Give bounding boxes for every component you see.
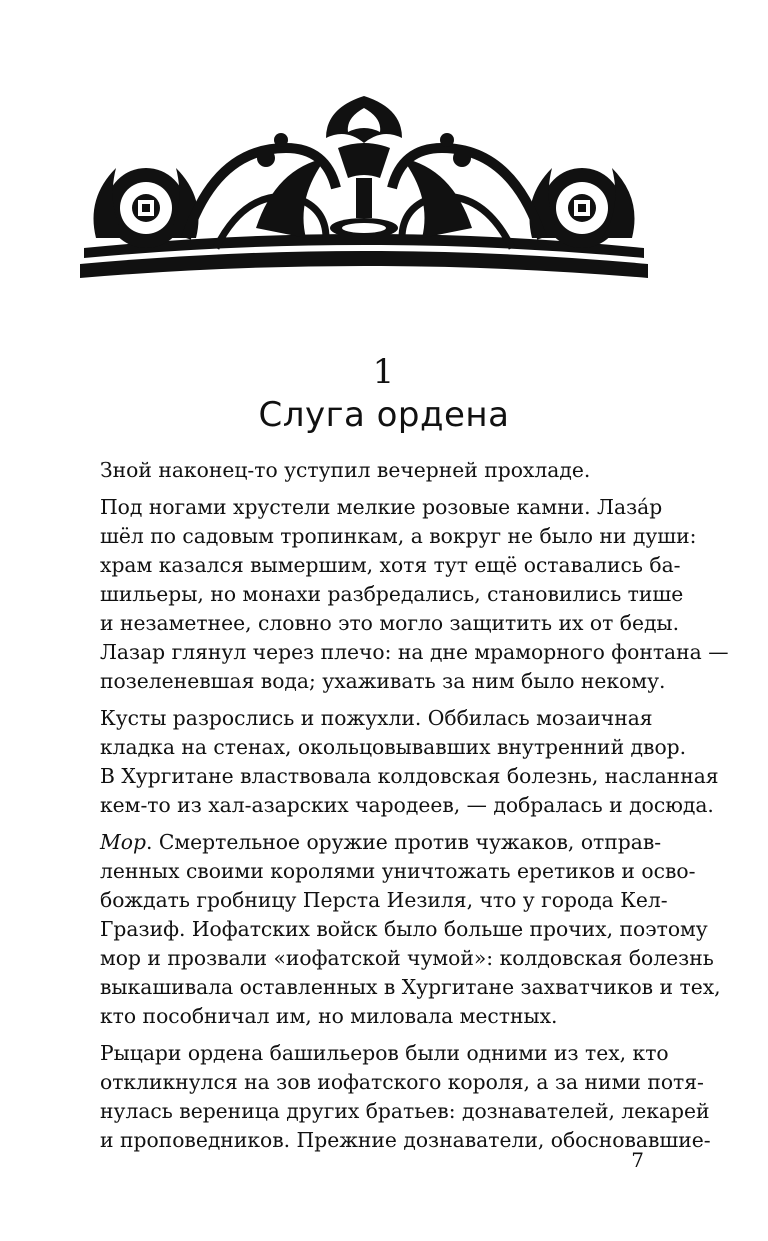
- text-line: кем-то из хал-азарских чародеев, — добралась и досюда.: [100, 793, 714, 817]
- paragraph-3: [100, 704, 719, 820]
- text-line: Кусты разрослись и пожухли. Оббилась мозаичная: [100, 706, 653, 730]
- text-line: Рыцари ордена башильеров были одними из тех, кто: [100, 1041, 669, 1065]
- paragraph-5: [100, 1039, 711, 1155]
- text-line: Гразиф. Иофатских войск было больше прочих, поэтому: [100, 917, 708, 941]
- body-text: [100, 456, 729, 1163]
- text-line: В Хургитане властвовала колдовская болезнь, насланная: [100, 764, 719, 788]
- text-line: ленных своими королями уничтожать еретиков и осво-: [100, 859, 696, 883]
- text-line: откликнулся на зов иофатского короля, а за ними потя-: [100, 1070, 704, 1094]
- paragraph-1: [100, 456, 652, 485]
- text-line: Под ногами хрустели мелкие розовые камни. Лаза́р: [100, 495, 663, 519]
- text-line: и незаметнее, словно это могло защитить их от беды.: [100, 611, 680, 635]
- text-line: кладка на стенах, окольцовывавших внутренний двор.: [100, 735, 687, 759]
- text-line: нулась вереница других братьев: дознавателей, лекарей: [100, 1099, 710, 1123]
- text-line: Лазар глянул через плечо: на дне мраморного фонтана —: [100, 640, 729, 664]
- chapter-title: Слуга ордена: [258, 395, 510, 435]
- text-line: выкашивала оставленных в Хургитане захватчиков и тех,: [100, 975, 721, 999]
- text-line: кто пособничал им, но миловала местных.: [100, 1004, 558, 1028]
- paragraph-4: [100, 828, 721, 1031]
- text-line: позеленевшая вода; ухаживать за ним было некому.: [100, 669, 666, 693]
- text-line: Зной наконец-то уступил вечерней прохладе.: [100, 458, 591, 482]
- page-number: 7: [631, 1148, 644, 1172]
- text-line: храм казался вымершим, хотя тут ещё оставались ба-: [100, 553, 681, 577]
- text-line: [100, 828, 662, 857]
- ornament-header: [76, 88, 652, 284]
- text-span: . Смертельное оружие против чужаков, отправ-: [145, 830, 662, 854]
- central-crown-icon: [326, 96, 402, 244]
- italic-word: Мор: [100, 830, 146, 854]
- text-line: мор и прозвали «иофатской чумой»: колдовская болезнь: [100, 946, 714, 970]
- chapter-number: 1: [372, 352, 396, 392]
- text-line: бождать гробницу Перста Иезиля, что у города Кел-: [100, 888, 668, 912]
- text-line: шильеры, но монахи разбредались, становились тише: [100, 582, 684, 606]
- text-line: шёл по садовым тропинкам, а вокруг не было ни души:: [100, 524, 697, 548]
- paragraph-2: [100, 493, 729, 696]
- text-line: и проповедников. Прежние дознаватели, обосновавшие-: [100, 1128, 711, 1152]
